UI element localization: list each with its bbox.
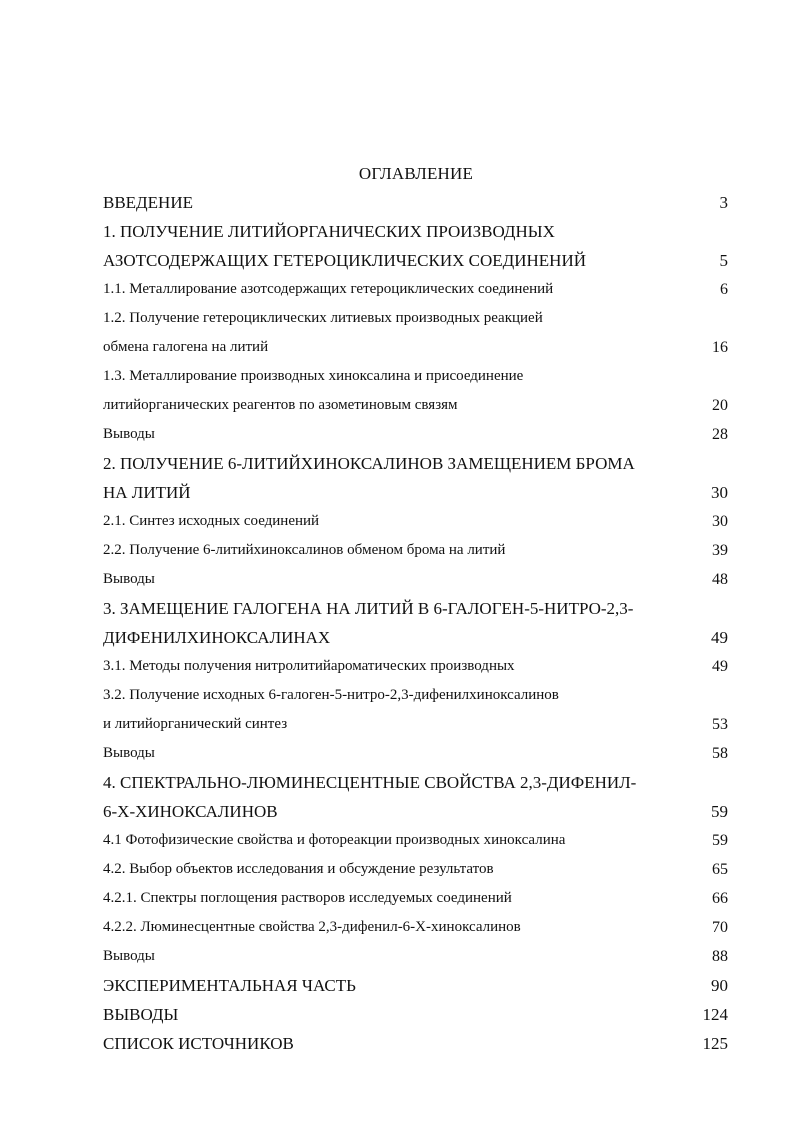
toc-entry-page: 53 — [712, 716, 728, 733]
toc-entry-page: 66 — [712, 890, 728, 907]
toc-entry — [103, 304, 728, 333]
page-title: ОГЛАВЛЕНИЕ — [358, 164, 474, 183]
toc-entry — [103, 681, 728, 710]
toc-entry-text: 6-Х-ХИНОКСАЛИНОВ — [103, 802, 278, 821]
toc-entry-page: 49 — [711, 628, 728, 647]
toc-entry — [103, 188, 728, 217]
toc-entry — [103, 768, 728, 797]
toc-entry — [103, 565, 728, 594]
table-of-contents — [103, 188, 728, 1058]
toc-entry-page: 30 — [711, 483, 728, 502]
toc-entry-page: 125 — [702, 1034, 728, 1053]
toc-entry-text: ДИФЕНИЛХИНОКСАЛИНАХ — [103, 628, 331, 647]
toc-entry — [103, 217, 728, 246]
toc-entry — [103, 623, 728, 652]
toc-entry-text: 2. ПОЛУЧЕНИЕ 6-ЛИТИЙХИНОКСАЛИНОВ ЗАМЕЩЕНИЕМ БРОМА — [103, 454, 635, 473]
toc-entry-text: 3. ЗАМЕЩЕНИЕ ГАЛОГЕНА НА ЛИТИЙ В 6-ГАЛОГЕН-5-НИТРО-2,3- — [103, 599, 634, 618]
toc-entry-text: 1.2. Получение гетероциклических литиевых производных реакцией — [103, 310, 543, 326]
toc-entry-text: НА ЛИТИЙ — [103, 483, 191, 502]
toc-entry-text: литийорганических реагентов по азометиновым связям — [103, 397, 458, 413]
toc-entry — [103, 536, 728, 565]
toc-entry — [103, 478, 728, 507]
toc-entry-page: 20 — [712, 397, 728, 414]
toc-entry-text: 4.2.2. Люминесцентные свойства 2,3-дифенил-6-Х-хиноксалинов — [103, 919, 521, 935]
toc-entry — [103, 855, 728, 884]
toc-entry-page: 59 — [711, 802, 728, 821]
toc-entry — [103, 391, 728, 420]
toc-entry-page: 58 — [712, 745, 728, 762]
toc-entry-page: 5 — [719, 251, 728, 270]
toc-entry-page: 16 — [712, 339, 728, 356]
toc-entry-text: 1.1. Металлирование азотсодержащих гетероциклических соединений — [103, 281, 554, 297]
toc-entry — [103, 710, 728, 739]
toc-entry-text: 1.3. Металлирование производных хиноксалина и присоединение — [103, 368, 524, 384]
toc-entry-text: 3.1. Методы получения нитролитийароматических производных — [103, 658, 515, 674]
toc-entry-page: 28 — [712, 426, 728, 443]
toc-entry-text: 2.1. Синтез исходных соединений — [103, 513, 320, 529]
toc-entry — [103, 942, 728, 971]
toc-entry-page: 65 — [712, 861, 728, 878]
toc-entry — [103, 739, 728, 768]
toc-entry — [103, 884, 728, 913]
toc-entry — [103, 971, 728, 1000]
toc-entry — [103, 246, 728, 275]
toc-entry-page: 3 — [719, 193, 728, 212]
toc-entry — [103, 275, 728, 304]
toc-entry-text: и литийорганический синтез — [103, 716, 288, 732]
toc-entry-text: Выводы — [103, 745, 155, 761]
toc-entry-page: 59 — [712, 832, 728, 849]
toc-entry-page: 124 — [702, 1005, 728, 1024]
toc-entry-text: ВВЕДЕНИЕ — [103, 193, 193, 212]
toc-entry-page: 90 — [711, 976, 728, 995]
toc-entry — [103, 449, 728, 478]
toc-entry-text: 1. ПОЛУЧЕНИЕ ЛИТИЙОРГАНИЧЕСКИХ ПРОИЗВОДНЫХ — [103, 222, 555, 241]
toc-entry-page: 49 — [712, 658, 728, 675]
toc-entry — [103, 826, 728, 855]
toc-entry-page: 6 — [720, 281, 728, 298]
toc-entry — [103, 913, 728, 942]
toc-entry — [103, 652, 728, 681]
toc-entry-text: 2.2. Получение 6-литийхиноксалинов обменом брома на литий — [103, 542, 506, 558]
toc-entry-text: 4.1 Фотофизические свойства и фотореакции производных хиноксалина — [103, 832, 566, 848]
toc-entry-text: Выводы — [103, 426, 155, 442]
toc-entry — [103, 420, 728, 449]
toc-entry — [103, 797, 728, 826]
toc-entry — [103, 1029, 728, 1058]
toc-entry-text: 4.2. Выбор объектов исследования и обсуждение результатов — [103, 861, 494, 877]
toc-entry-text: ВЫВОДЫ — [103, 1005, 179, 1024]
toc-entry-text: АЗОТСОДЕРЖАЩИХ ГЕТЕРОЦИКЛИЧЕСКИХ СОЕДИНЕНИЙ — [103, 251, 586, 270]
toc-entry-page: 30 — [712, 513, 728, 530]
toc-entry-text: обмена галогена на литий — [103, 339, 269, 355]
toc-entry — [103, 507, 728, 536]
toc-entry-text: 4.2.1. Спектры поглощения растворов исследуемых соединений — [103, 890, 512, 906]
toc-entry-text: СПИСОК ИСТОЧНИКОВ — [103, 1034, 294, 1053]
toc-entry — [103, 1000, 728, 1029]
toc-entry-page: 39 — [712, 542, 728, 559]
toc-entry-page: 48 — [712, 571, 728, 588]
toc-entry — [103, 362, 728, 391]
toc-entry-text: Выводы — [103, 948, 155, 964]
toc-entry-text: 4. СПЕКТРАЛЬНО-ЛЮМИНЕСЦЕНТНЫЕ СВОЙСТВА 2,3-ДИФЕНИЛ- — [103, 773, 637, 792]
toc-entry-page: 70 — [712, 919, 728, 936]
toc-entry — [103, 333, 728, 362]
toc-entry-text: Выводы — [103, 571, 155, 587]
toc-entry — [103, 594, 728, 623]
toc-entry-page: 88 — [712, 948, 728, 965]
toc-entry-text: ЭКСПЕРИМЕНТАЛЬНАЯ ЧАСТЬ — [103, 976, 356, 995]
toc-entry-text: 3.2. Получение исходных 6-галоген-5-нитро-2,3-дифенилхиноксалинов — [103, 687, 559, 703]
